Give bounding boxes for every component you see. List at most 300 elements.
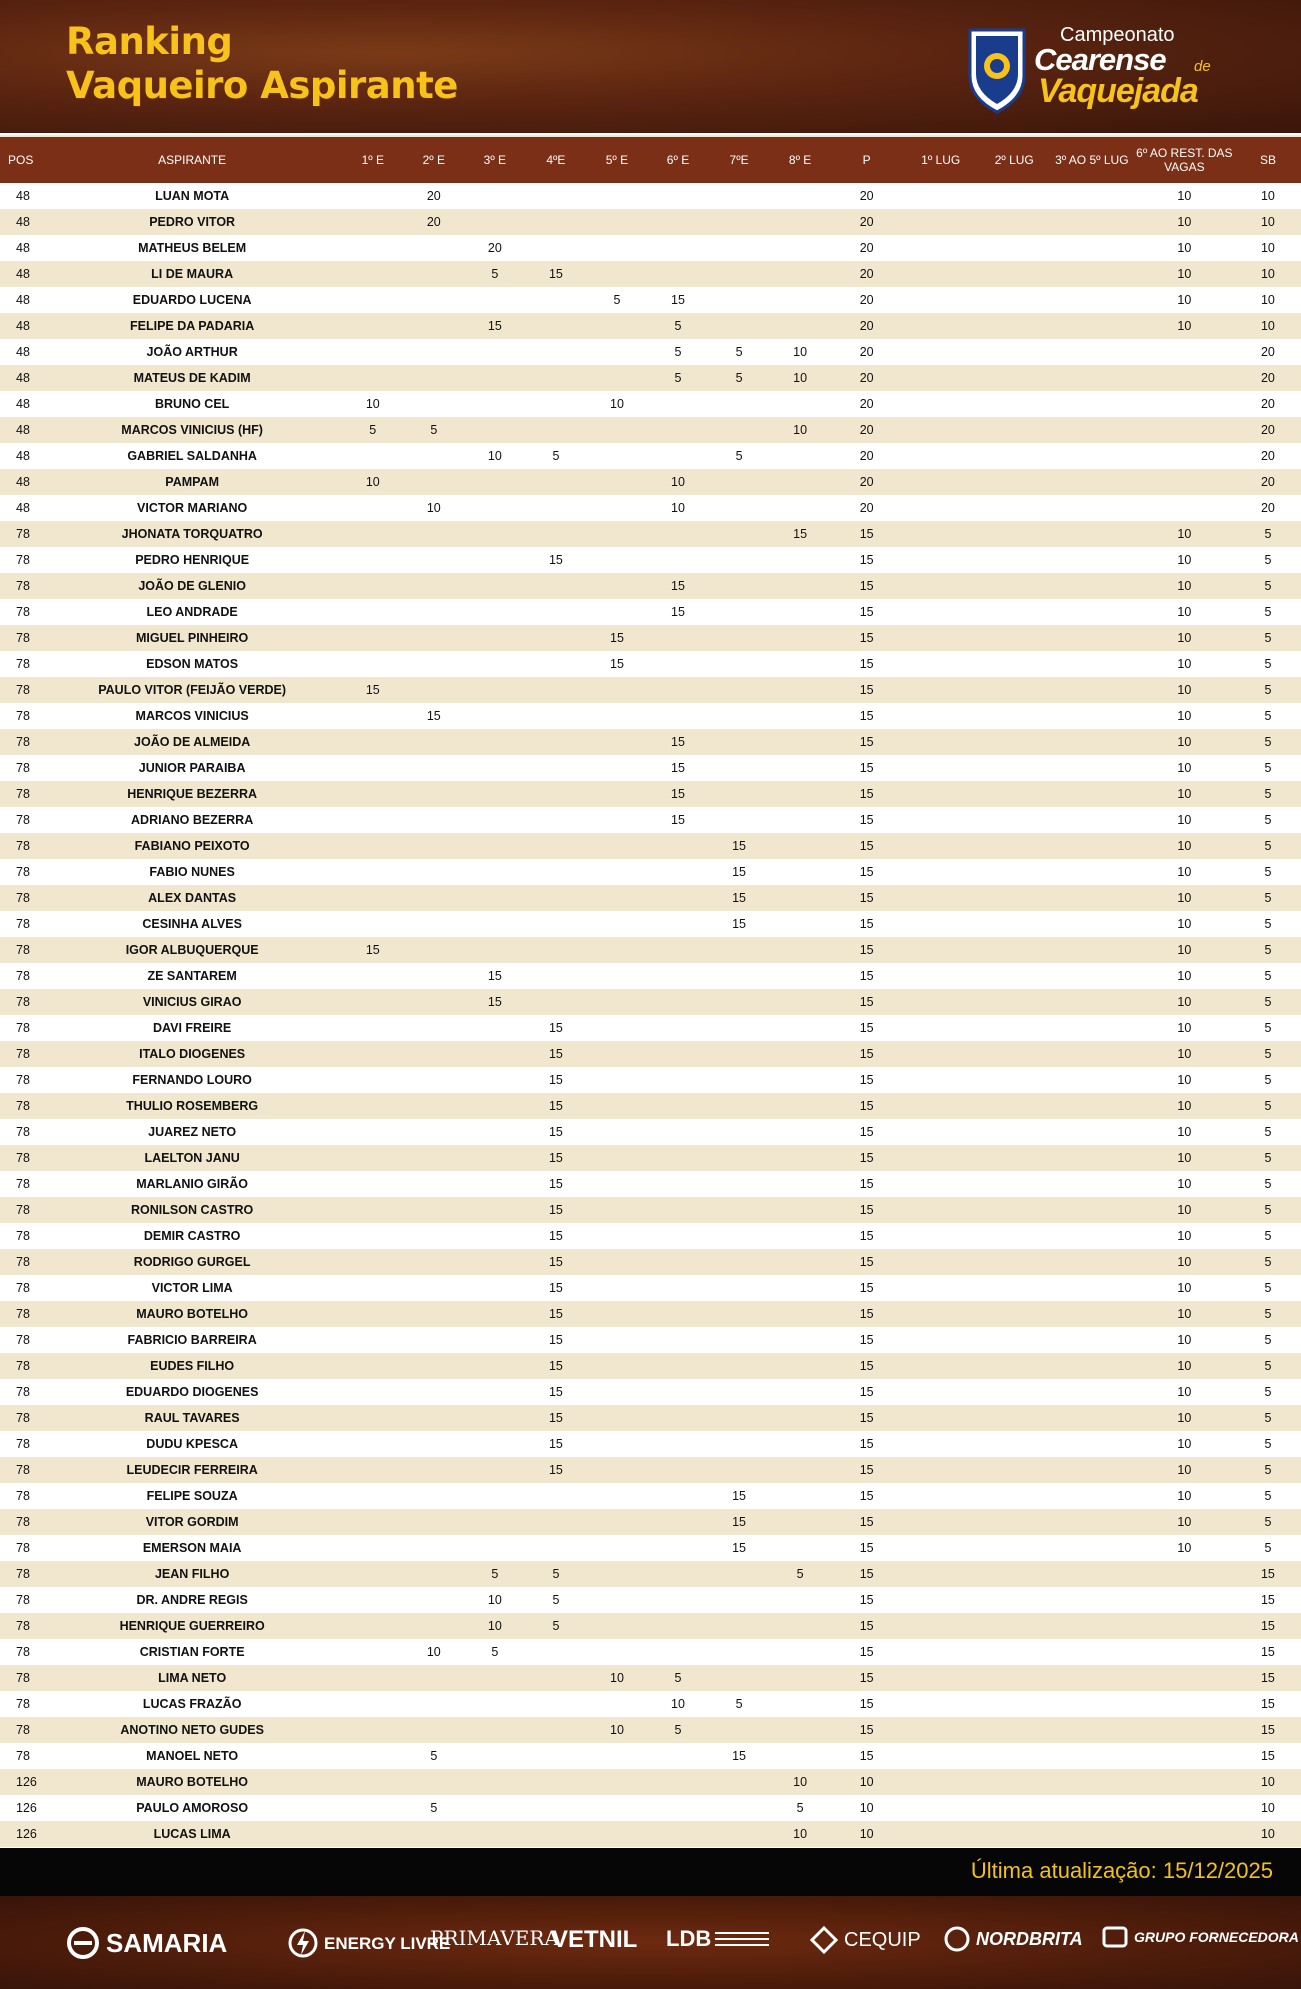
score-cell [586,1613,647,1639]
score-cell [1050,1041,1134,1067]
score-cell [342,1275,403,1301]
score-cell [464,1665,525,1691]
score-cell: 5 [1235,1483,1301,1509]
score-cell [709,1067,770,1093]
score-cell [647,209,708,235]
score-cell: 5 [1235,1171,1301,1197]
score-cell: 10 [464,1587,525,1613]
score-cell [647,1379,708,1405]
score-cell [903,1613,979,1639]
score-cell [647,1301,708,1327]
position-cell: 78 [0,677,42,703]
score-cell [979,287,1050,313]
score-cell: 5 [647,339,708,365]
score-cell [464,807,525,833]
score-cell: 10 [1134,1119,1235,1145]
score-cell [586,1405,647,1431]
score-cell: 5 [1235,573,1301,599]
score-cell [403,1015,464,1041]
score-cell [709,1795,770,1821]
score-cell: 5 [1235,807,1301,833]
score-cell [403,1535,464,1561]
score-cell [525,469,586,495]
score-cell [770,547,831,573]
score-cell [1134,1665,1235,1691]
score-cell [979,989,1050,1015]
score-cell [525,651,586,677]
score-cell [979,677,1050,703]
name-cell: BRUNO CEL [42,391,342,417]
score-cell [903,469,979,495]
score-cell [464,1171,525,1197]
score-cell [586,1561,647,1587]
score-cell [647,1249,708,1275]
position-cell: 78 [0,1379,42,1405]
score-cell [342,963,403,989]
score-cell: 15 [831,1353,903,1379]
score-cell [770,859,831,885]
column-header: 2º E [403,136,464,183]
score-cell: 20 [831,495,903,521]
score-cell [1050,1665,1134,1691]
score-cell [647,1587,708,1613]
table-row [0,1795,1301,1821]
score-cell [342,1587,403,1613]
score-cell [709,1769,770,1795]
score-cell [979,495,1050,521]
score-cell: 15 [831,1639,903,1665]
score-cell [770,183,831,209]
score-cell [647,1353,708,1379]
score-cell [464,1691,525,1717]
score-cell: 15 [831,1665,903,1691]
sponsor-energy-livre: ENERGY LIVRE [288,1926,450,1960]
table-row [0,677,1301,703]
score-cell [903,1275,979,1301]
table-row [0,261,1301,287]
score-cell: 10 [1134,287,1235,313]
score-cell: 5 [1235,1093,1301,1119]
score-cell [586,781,647,807]
score-cell: 10 [1134,1379,1235,1405]
score-cell [525,781,586,807]
score-cell: 5 [525,1613,586,1639]
score-cell [342,1665,403,1691]
score-cell [525,1743,586,1769]
score-cell: 15 [586,651,647,677]
score-cell [1050,1145,1134,1171]
score-cell [647,391,708,417]
table-row [0,1093,1301,1119]
score-cell [903,573,979,599]
score-cell [342,833,403,859]
score-cell [903,1353,979,1379]
score-cell: 10 [464,443,525,469]
score-cell [525,391,586,417]
table-row [0,365,1301,391]
score-cell [464,1327,525,1353]
score-cell [1134,1587,1235,1613]
score-cell [903,1379,979,1405]
score-cell: 15 [831,807,903,833]
position-cell: 78 [0,547,42,573]
score-cell [403,573,464,599]
score-cell: 5 [464,261,525,287]
table-row [0,1353,1301,1379]
score-cell: 5 [403,1795,464,1821]
score-cell [979,417,1050,443]
score-cell [979,911,1050,937]
position-cell: 78 [0,1691,42,1717]
brand-line3: de [1194,58,1211,75]
score-cell [342,287,403,313]
position-cell: 126 [0,1821,42,1847]
score-cell [342,1405,403,1431]
column-header: 6º AO REST. DAS VAGAS [1134,136,1235,183]
position-cell: 78 [0,1275,42,1301]
score-cell [903,521,979,547]
score-cell: 15 [709,885,770,911]
score-cell [342,911,403,937]
score-cell [770,391,831,417]
score-cell: 20 [1235,495,1301,521]
score-cell: 5 [1235,1431,1301,1457]
score-cell: 15 [525,261,586,287]
score-cell [903,963,979,989]
position-cell: 48 [0,339,42,365]
table-row [0,1145,1301,1171]
score-cell [770,833,831,859]
score-cell [979,1145,1050,1171]
score-cell [709,183,770,209]
score-cell [464,469,525,495]
score-cell [647,1457,708,1483]
name-cell: LUCAS FRAZÃO [42,1691,342,1717]
table-row [0,391,1301,417]
score-cell: 10 [1134,1353,1235,1379]
position-cell: 48 [0,417,42,443]
score-cell [709,1223,770,1249]
score-cell [709,1145,770,1171]
score-cell [709,1405,770,1431]
score-cell [903,1743,979,1769]
table-row [0,1691,1301,1717]
position-cell: 78 [0,1119,42,1145]
score-cell: 5 [647,1717,708,1743]
score-cell: 10 [403,495,464,521]
score-cell: 5 [1235,1275,1301,1301]
score-cell [709,963,770,989]
column-header: ASPIRANTE [42,136,342,183]
score-cell: 15 [831,573,903,599]
score-cell [1050,885,1134,911]
brand-line2: Cearense [1034,42,1166,77]
score-cell [903,625,979,651]
score-cell [770,287,831,313]
score-cell [903,989,979,1015]
score-cell [709,209,770,235]
sponsor-primavera: PRIMAVERA [430,1926,559,1950]
score-cell [586,599,647,625]
score-cell [1050,1223,1134,1249]
score-cell [770,443,831,469]
score-cell [403,963,464,989]
score-cell [647,989,708,1015]
score-cell: 15 [709,1509,770,1535]
score-cell [903,1015,979,1041]
score-cell: 5 [525,1587,586,1613]
score-cell [770,989,831,1015]
score-cell [770,261,831,287]
score-cell [1134,365,1235,391]
score-cell: 15 [831,1015,903,1041]
score-cell: 15 [831,937,903,963]
score-cell: 15 [831,547,903,573]
score-cell [709,1171,770,1197]
score-cell [770,1691,831,1717]
score-cell [586,313,647,339]
score-cell [342,859,403,885]
score-cell [770,937,831,963]
score-cell: 20 [1235,443,1301,469]
score-cell [770,1743,831,1769]
position-cell: 78 [0,1405,42,1431]
championship-logo [966,24,1276,114]
score-cell [1050,1301,1134,1327]
score-cell: 20 [464,235,525,261]
score-cell [525,209,586,235]
score-cell [464,1275,525,1301]
score-cell [647,235,708,261]
score-cell [647,937,708,963]
name-cell: HENRIQUE BEZERRA [42,781,342,807]
score-cell [586,1093,647,1119]
score-cell [342,209,403,235]
score-cell: 15 [831,625,903,651]
score-cell [586,1509,647,1535]
position-cell: 48 [0,495,42,521]
score-cell [903,885,979,911]
score-cell: 20 [831,261,903,287]
page-title-line1: Ranking [66,20,233,63]
score-cell [464,599,525,625]
score-cell [403,1301,464,1327]
score-cell: 5 [525,1561,586,1587]
score-cell [1050,209,1134,235]
score-cell: 15 [1235,1743,1301,1769]
table-row [0,911,1301,937]
score-cell [586,1145,647,1171]
score-cell [647,1483,708,1509]
score-cell [1050,1743,1134,1769]
score-cell [464,1769,525,1795]
score-cell: 5 [1235,599,1301,625]
score-cell [709,937,770,963]
score-cell [525,911,586,937]
score-cell [342,521,403,547]
score-cell: 10 [1134,963,1235,989]
score-cell: 15 [586,625,647,651]
score-cell [342,573,403,599]
position-cell: 78 [0,1145,42,1171]
score-cell [903,1327,979,1353]
score-cell [403,261,464,287]
table-row [0,1015,1301,1041]
score-cell [342,599,403,625]
score-cell [979,833,1050,859]
score-cell [979,1301,1050,1327]
position-cell: 78 [0,1041,42,1067]
score-cell: 15 [831,911,903,937]
position-cell: 78 [0,859,42,885]
score-cell [342,729,403,755]
score-cell: 10 [1134,989,1235,1015]
score-cell [903,1093,979,1119]
score-cell: 5 [709,365,770,391]
score-cell [770,1301,831,1327]
column-header: 6º E [647,136,708,183]
score-cell [903,1769,979,1795]
score-cell [770,1405,831,1431]
score-cell [979,1067,1050,1093]
score-cell [586,1041,647,1067]
nordbrita-logo-icon [944,1926,970,1952]
score-cell: 10 [647,469,708,495]
score-cell [979,755,1050,781]
table-row [0,859,1301,885]
position-cell: 78 [0,573,42,599]
score-cell [709,235,770,261]
page-header [0,0,1301,133]
score-cell: 10 [1134,209,1235,235]
score-cell: 5 [647,1665,708,1691]
score-cell: 10 [1235,1821,1301,1847]
score-cell [979,1587,1050,1613]
score-cell: 5 [464,1639,525,1665]
score-cell [342,1535,403,1561]
score-cell: 10 [1134,807,1235,833]
position-cell: 48 [0,261,42,287]
name-cell: FABIO NUNES [42,859,342,885]
score-cell [464,703,525,729]
score-cell [586,1769,647,1795]
score-cell [403,807,464,833]
score-cell: 10 [586,391,647,417]
score-cell: 10 [342,391,403,417]
table-row [0,1223,1301,1249]
position-cell: 78 [0,651,42,677]
score-cell [586,1223,647,1249]
score-cell [709,989,770,1015]
score-cell: 5 [1235,677,1301,703]
score-cell: 15 [525,1275,586,1301]
score-cell [525,963,586,989]
score-cell [342,339,403,365]
position-cell: 78 [0,1431,42,1457]
name-cell: DAVI FREIRE [42,1015,342,1041]
score-cell [709,703,770,729]
score-cell [709,1353,770,1379]
table-row [0,1717,1301,1743]
score-cell: 15 [831,703,903,729]
score-cell: 5 [1235,1223,1301,1249]
score-cell: 20 [831,183,903,209]
score-cell: 15 [342,677,403,703]
position-cell: 78 [0,1353,42,1379]
score-cell [525,1717,586,1743]
score-cell: 15 [647,599,708,625]
position-cell: 126 [0,1795,42,1821]
score-cell: 15 [647,781,708,807]
score-cell: 5 [1235,1379,1301,1405]
score-cell [1050,1119,1134,1145]
score-cell: 15 [525,1457,586,1483]
score-cell: 20 [1235,339,1301,365]
score-cell [979,651,1050,677]
table-row [0,1743,1301,1769]
score-cell [464,495,525,521]
table-row [0,495,1301,521]
score-cell [403,755,464,781]
score-cell [770,1041,831,1067]
score-cell [464,1379,525,1405]
score-cell [464,911,525,937]
score-cell: 5 [403,1743,464,1769]
score-cell: 15 [525,1093,586,1119]
score-cell: 10 [1134,1509,1235,1535]
score-cell: 15 [709,833,770,859]
score-cell [464,1145,525,1171]
score-cell [342,1639,403,1665]
score-cell [1050,1795,1134,1821]
score-cell [903,391,979,417]
position-cell: 78 [0,599,42,625]
position-cell: 48 [0,183,42,209]
last-update-text: Última atualização: 15/12/2025 [970,1858,1273,1883]
score-cell: 15 [525,1197,586,1223]
score-cell [903,209,979,235]
score-cell [709,1821,770,1847]
column-header: 4ºE [525,136,586,183]
position-cell: 78 [0,1327,42,1353]
position-cell: 78 [0,1457,42,1483]
score-cell [342,1353,403,1379]
name-cell: EDUARDO LUCENA [42,287,342,313]
score-cell [770,1275,831,1301]
score-cell [403,1457,464,1483]
score-cell [464,625,525,651]
score-cell [1050,339,1134,365]
score-cell: 15 [831,1119,903,1145]
score-cell [647,1145,708,1171]
score-cell [403,1353,464,1379]
score-cell [586,417,647,443]
score-cell: 15 [831,599,903,625]
position-cell: 48 [0,391,42,417]
column-header: 1º LUG [903,136,979,183]
score-cell [1050,1691,1134,1717]
score-cell [586,1015,647,1041]
score-cell [586,755,647,781]
score-cell [342,1561,403,1587]
score-cell [647,1197,708,1223]
score-cell [586,1301,647,1327]
score-cell [403,1275,464,1301]
position-cell: 78 [0,1301,42,1327]
score-cell [903,1483,979,1509]
score-cell [403,989,464,1015]
score-cell [586,833,647,859]
